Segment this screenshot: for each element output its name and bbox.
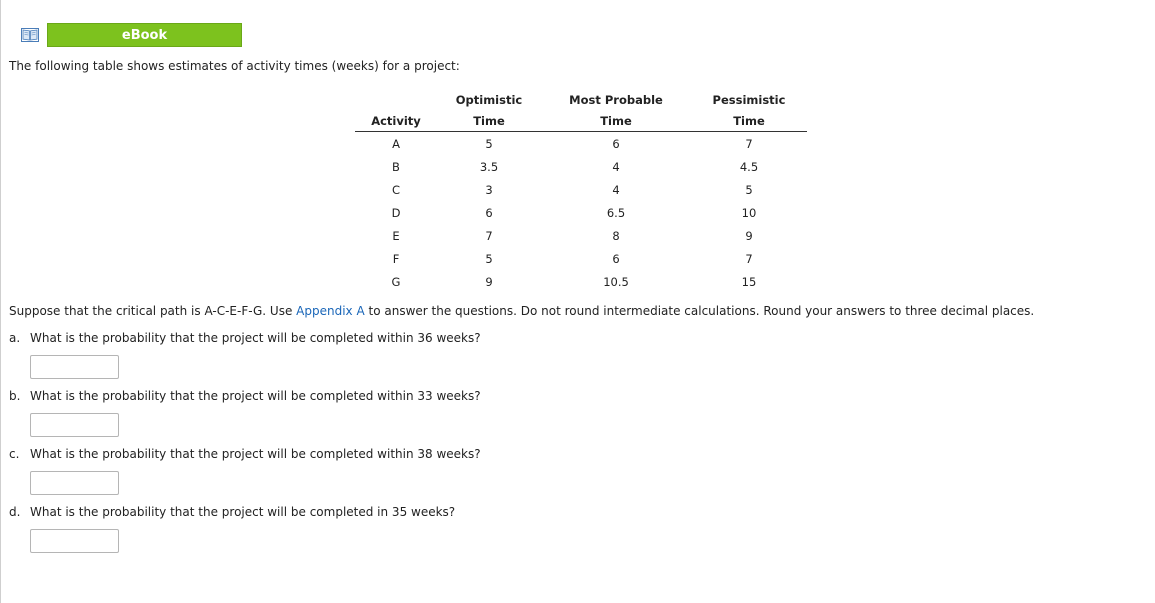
instructions-text [9, 304, 1034, 318]
pessimistic-cell: 7 [745, 251, 753, 266]
header-most-probable-top: Most Probable [569, 92, 663, 107]
activity-cell: D [391, 205, 401, 220]
header-activity: Activity [355, 110, 437, 132]
header-activity-top [355, 89, 437, 110]
activity-cell: B [392, 159, 400, 174]
intro-text: The following table shows estimates of activity times (weeks) for a project: [9, 59, 460, 73]
question-c-text: What is the probability that the project will be completed within 38 weeks? [30, 447, 481, 461]
ebook-bar [21, 23, 242, 47]
most-probable-cell: 6.5 [606, 205, 626, 220]
table-row [355, 270, 807, 293]
most-probable-cell: 8 [612, 228, 620, 243]
activity-table [355, 89, 807, 293]
question-b [9, 389, 481, 403]
table-header-row-bottom [355, 110, 807, 132]
pessimistic-cell: 9 [745, 228, 753, 243]
question-a-letter: a. [9, 331, 21, 345]
question-c-letter: c. [9, 447, 20, 461]
pessimistic-cell: 5 [745, 182, 753, 197]
table-row [355, 201, 807, 224]
activity-cell: G [391, 274, 401, 289]
question-c [9, 447, 481, 461]
instructions-after-link: to answer the questions. Do not round intermediate calculations. Round your answers to three decimal places. [364, 304, 1035, 318]
pessimistic-cell: 4.5 [739, 159, 759, 174]
instructions-before-link: Suppose that the critical path is A-C-E-F-G. Use [9, 304, 297, 318]
optimistic-cell: 6 [485, 205, 493, 220]
ebook-button[interactable]: eBook [47, 23, 242, 47]
table-row [355, 132, 807, 156]
table-header-row-top [355, 89, 807, 110]
optimistic-cell: 9 [485, 274, 493, 289]
most-probable-cell: 10.5 [603, 274, 629, 289]
optimistic-cell: 3.5 [479, 159, 499, 174]
optimistic-cell: 7 [485, 228, 493, 243]
pessimistic-cell: 15 [741, 274, 757, 289]
header-optimistic-time: Time [437, 110, 541, 132]
table-row [355, 155, 807, 178]
table-row [355, 178, 807, 201]
most-probable-cell: 6 [612, 251, 620, 266]
table-row [355, 224, 807, 247]
most-probable-cell: 6 [612, 136, 620, 151]
header-most-probable-time: Time [541, 110, 691, 132]
header-pessimistic-time: Time [691, 110, 807, 132]
question-b-text: What is the probability that the project will be completed within 33 weeks? [30, 389, 481, 403]
answer-a-input[interactable] [30, 355, 119, 379]
question-d [9, 505, 455, 519]
header-pessimistic-top: Pessimistic [712, 92, 786, 107]
appendix-a-link[interactable]: Appendix A [296, 304, 365, 318]
question-d-letter: d. [9, 505, 21, 519]
activity-cell: F [392, 251, 400, 266]
most-probable-cell: 4 [612, 159, 620, 174]
question-b-letter: b. [9, 389, 21, 403]
book-icon[interactable] [21, 27, 39, 43]
answer-c-input[interactable] [30, 471, 119, 495]
table-row [355, 247, 807, 270]
question-a-text: What is the probability that the project will be completed within 36 weeks? [30, 331, 481, 345]
most-probable-cell: 4 [612, 182, 620, 197]
optimistic-cell: 3 [485, 182, 493, 197]
pessimistic-cell: 7 [745, 136, 753, 151]
answer-d-input[interactable] [30, 529, 119, 553]
activity-cell: A [392, 136, 400, 151]
optimistic-cell: 5 [485, 136, 493, 151]
optimistic-cell: 5 [485, 251, 493, 266]
activity-cell: E [392, 228, 400, 243]
activity-cell: C [391, 182, 401, 197]
answer-b-input[interactable] [30, 413, 119, 437]
pessimistic-cell: 10 [741, 205, 757, 220]
question-d-text: What is the probability that the project will be completed in 35 weeks? [30, 505, 456, 519]
question-a [9, 331, 481, 345]
header-optimistic-top: Optimistic [455, 92, 523, 107]
